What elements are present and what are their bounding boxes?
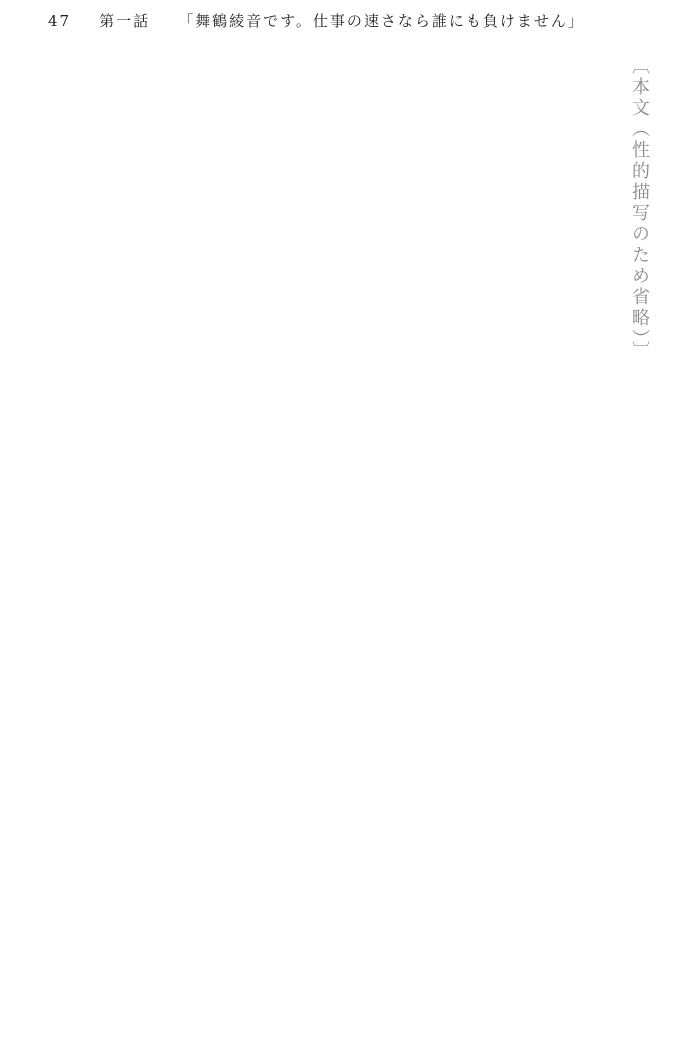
running-header bbox=[48, 10, 660, 31]
omitted-body-note: 〔本文（性的描写のため省略）〕 bbox=[629, 56, 650, 362]
chapter-label: 第一話 bbox=[99, 12, 151, 30]
body-text-area bbox=[40, 56, 660, 1026]
page-number: 47 bbox=[48, 12, 72, 30]
chapter-title: 「舞鶴綾音です。仕事の速さなら誰にも負けません」 bbox=[178, 12, 585, 30]
